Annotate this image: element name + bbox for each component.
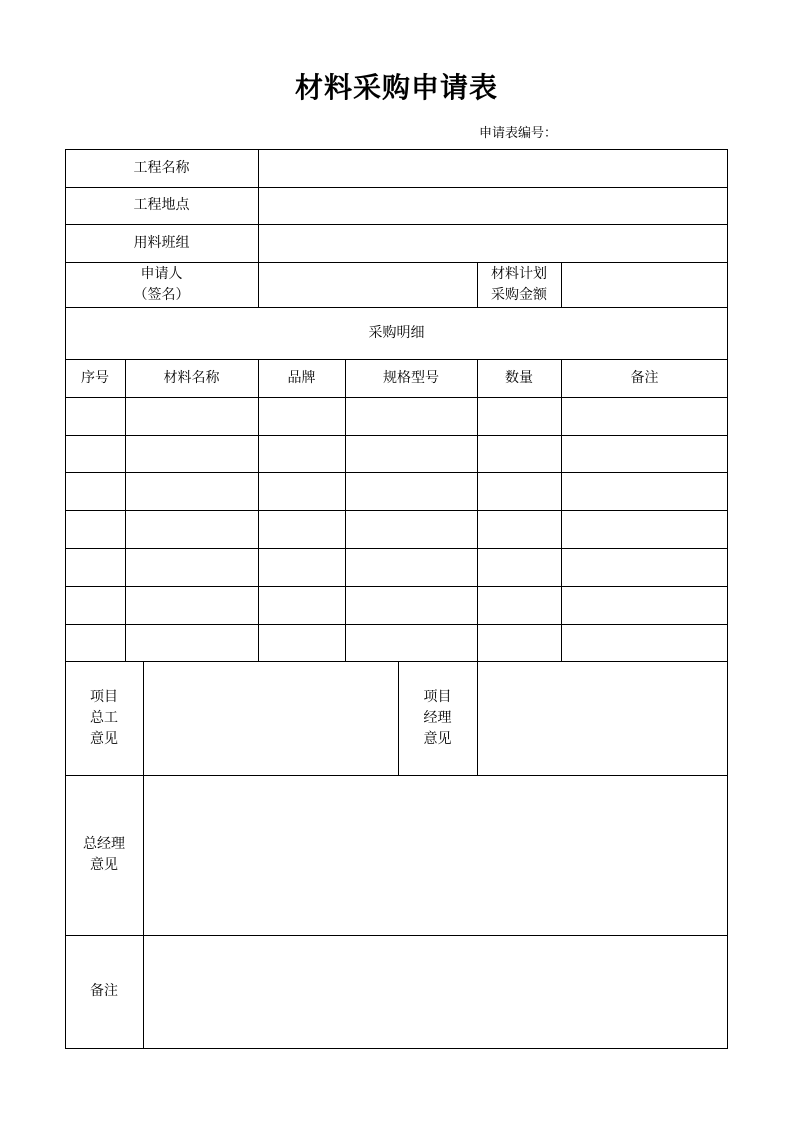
detail-cell-specification[interactable] [346,587,477,624]
project-manager-label-line: 经理 [423,709,452,726]
detail-cell-specification[interactable] [346,511,477,548]
general-manager-opinion-label [65,775,143,935]
detail-cell-remarks[interactable] [562,473,727,510]
team-label: 用料班组 [133,234,190,251]
detail-cell-specification[interactable] [346,549,477,586]
project-manager-label-line: 意见 [423,730,452,747]
chief-engineer-label-line: 总工 [90,709,118,726]
detail-cell-quantity[interactable] [478,625,561,661]
applicant-label-line1: 申请人 [140,265,183,282]
detail-cell-specification[interactable] [346,625,477,661]
detail-cell-remarks[interactable] [562,511,727,548]
detail-cell-quantity[interactable] [478,436,561,472]
column-header-remarks: 备注 [630,369,659,386]
project-manager-opinion-field[interactable] [478,662,727,775]
detail-cell-material-name[interactable] [126,549,258,586]
project-location-field[interactable] [259,188,727,224]
applicant-signature-field[interactable] [259,263,477,307]
detail-cell-brand[interactable] [259,587,345,624]
detail-cell-material-name[interactable] [126,625,258,661]
project-location-label: 工程地点 [133,197,190,213]
chief-engineer-opinion-label [65,661,143,775]
detail-cell-brand[interactable] [259,473,345,510]
applicant-label-line2: （签名） [133,286,190,303]
chief-engineer-opinion-field[interactable] [144,662,398,775]
detail-cell-brand[interactable] [259,398,345,435]
detail-cell-brand[interactable] [259,436,345,472]
details-section-title: 采购明细 [368,324,425,341]
column-header-specification: 规格型号 [383,369,439,386]
detail-cell-index[interactable] [66,625,125,661]
detail-cell-quantity[interactable] [478,511,561,548]
form-number-label: 申请表编号： [479,126,558,141]
column-header-material-name: 材料名称 [163,369,220,386]
column-header-index: 序号 [81,369,109,386]
table-border-bottom [65,1048,728,1049]
detail-cell-index[interactable] [66,436,125,472]
planned-amount-field[interactable] [562,263,727,307]
detail-cell-remarks[interactable] [562,436,727,472]
detail-cell-specification[interactable] [346,436,477,472]
planned-amount-label-line2: 采购金额 [491,286,547,303]
remarks-field[interactable] [144,936,727,1048]
page-title: 材料采购申请表 [294,71,498,104]
column-header-brand: 品牌 [287,369,316,386]
table-border-right [727,149,728,1049]
applicant-label [65,262,258,307]
team-field[interactable] [259,225,727,262]
column-header-quantity: 数量 [505,369,533,386]
project-name-field[interactable] [259,150,727,187]
detail-cell-index[interactable] [66,398,125,435]
detail-cell-material-name[interactable] [126,473,258,510]
detail-cell-index[interactable] [66,549,125,586]
planned-amount-label [477,262,561,307]
general-manager-opinion-field[interactable] [144,776,727,935]
detail-cell-brand[interactable] [259,511,345,548]
project-name-label: 工程名称 [133,159,190,176]
detail-cell-brand[interactable] [259,549,345,586]
detail-cell-remarks[interactable] [562,398,727,435]
remarks-label: 备注 [90,983,118,999]
detail-cell-index[interactable] [66,587,125,624]
detail-cell-specification[interactable] [346,473,477,510]
project-manager-opinion-label [398,661,477,775]
detail-cell-quantity[interactable] [478,473,561,510]
general-manager-label-line: 总经理 [83,836,125,852]
detail-cell-material-name[interactable] [126,587,258,624]
detail-cell-remarks[interactable] [562,587,727,624]
detail-cell-material-name[interactable] [126,436,258,472]
detail-cell-brand[interactable] [259,625,345,661]
detail-cell-index[interactable] [66,511,125,548]
detail-cell-material-name[interactable] [126,511,258,548]
detail-cell-quantity[interactable] [478,398,561,435]
general-manager-label-line: 意见 [90,857,118,873]
chief-engineer-label-line: 意见 [90,730,118,747]
detail-cell-index[interactable] [66,473,125,510]
chief-engineer-label-line: 项目 [90,688,118,705]
detail-cell-remarks[interactable] [562,625,727,661]
planned-amount-label-line1: 材料计划 [491,265,547,282]
detail-cell-material-name[interactable] [126,398,258,435]
project-manager-label-line: 项目 [423,688,452,705]
detail-cell-specification[interactable] [346,398,477,435]
detail-cell-quantity[interactable] [478,587,561,624]
detail-cell-remarks[interactable] [562,549,727,586]
detail-cell-quantity[interactable] [478,549,561,586]
